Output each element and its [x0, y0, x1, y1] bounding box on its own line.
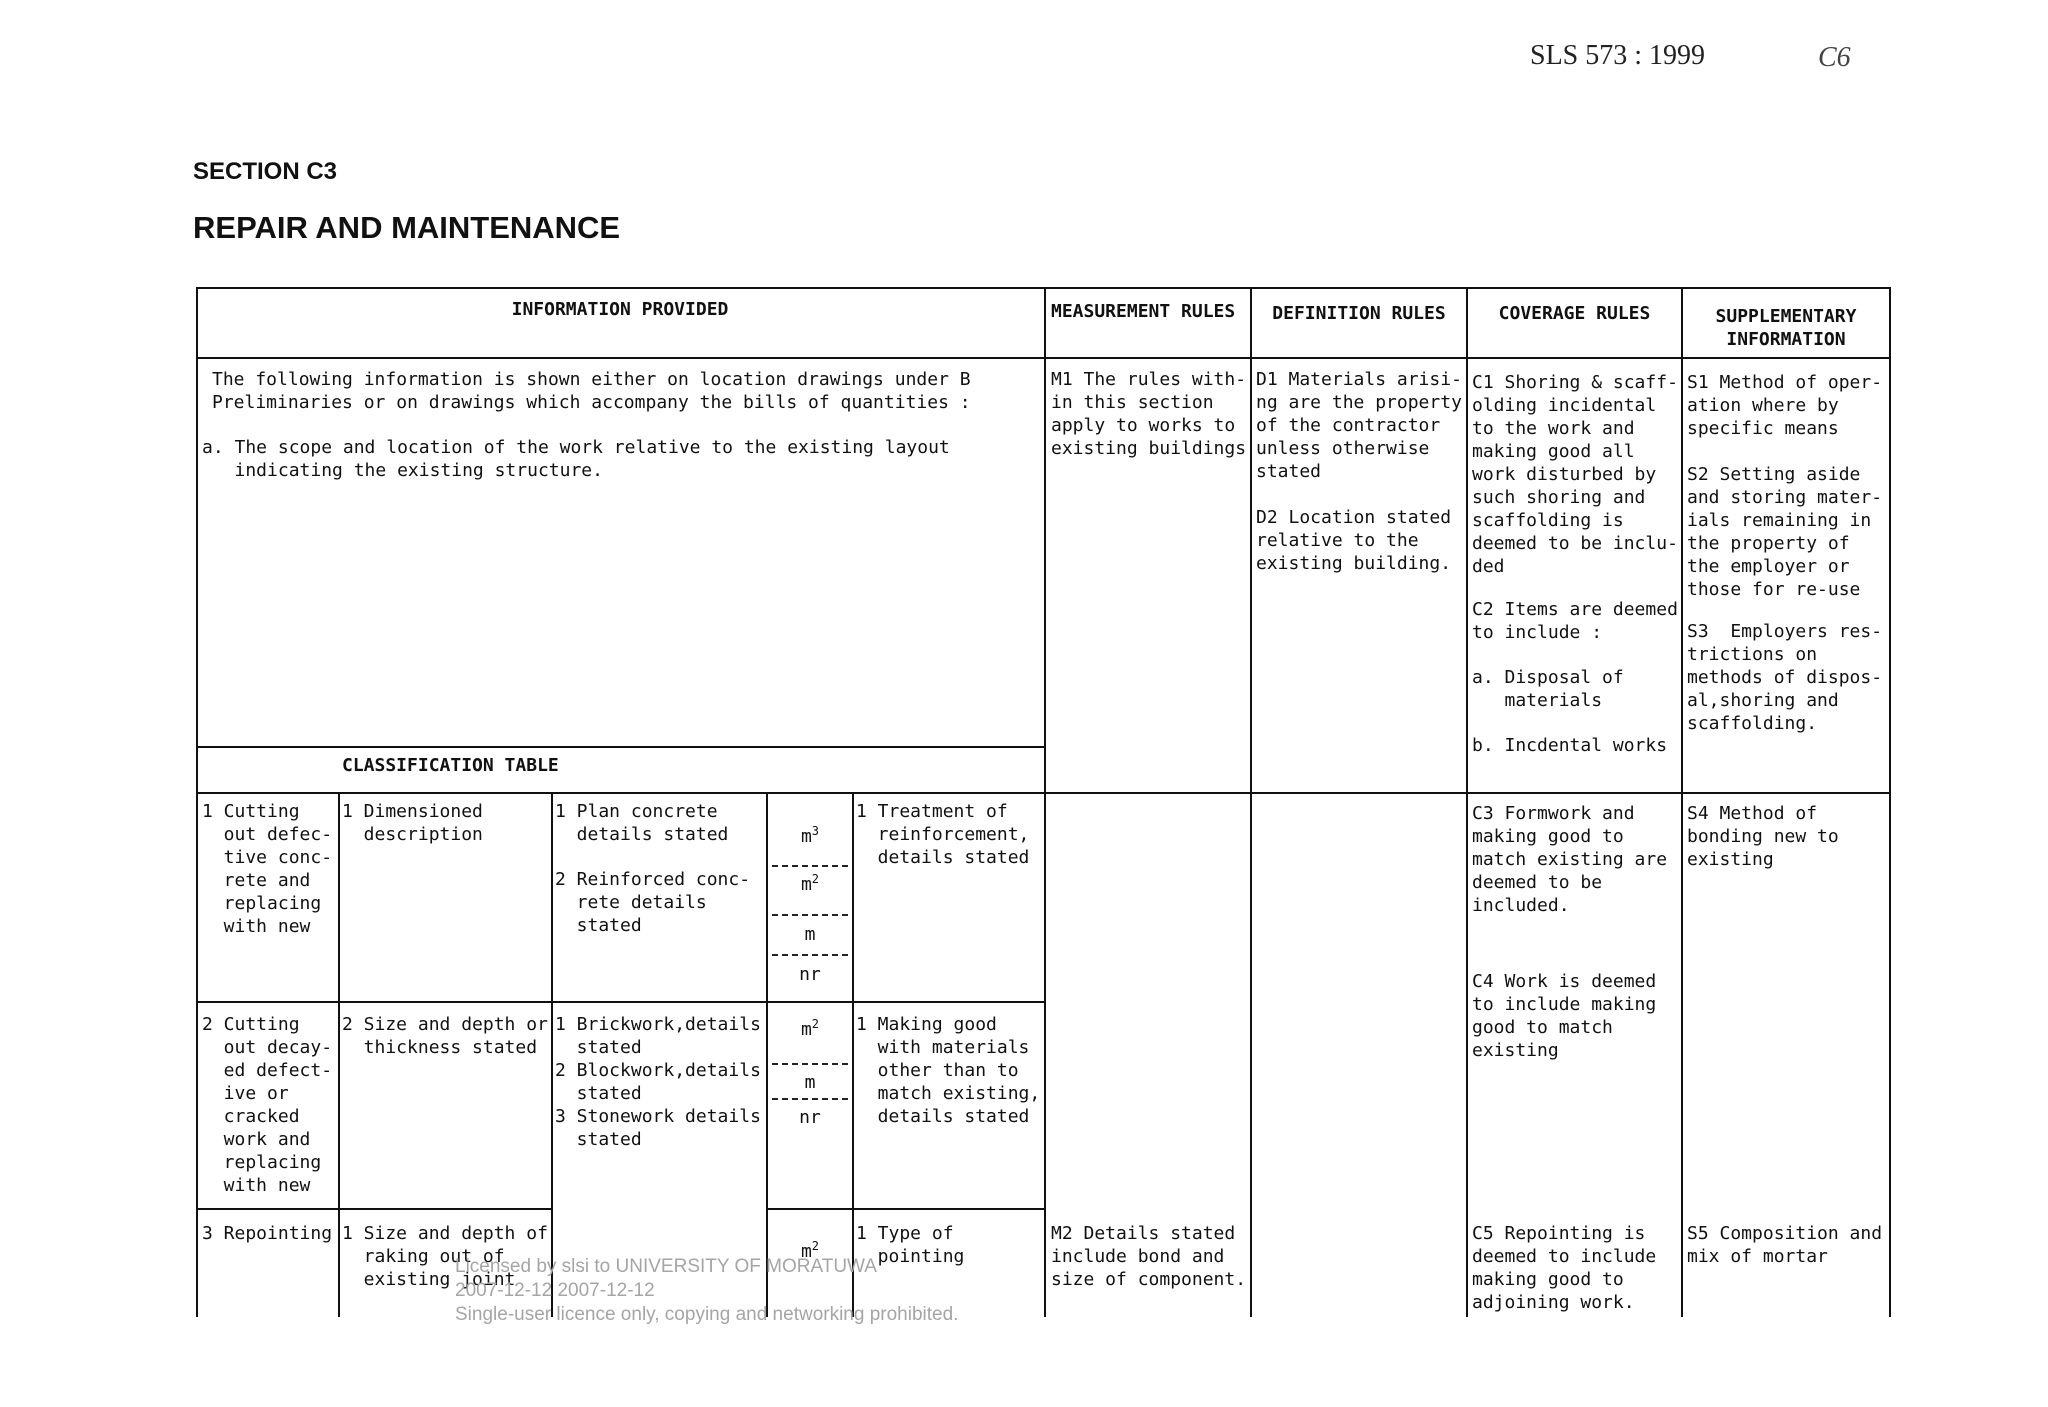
row1-unit-m2-exponent: 2	[811, 872, 820, 886]
column-header-coverage-rules: COVERAGE RULES	[1498, 303, 1651, 324]
column-header-supplementary-information: SUPPLEMENTARY INFORMATION	[1715, 306, 1857, 350]
supplementary-info-s3: S3 Employers res- trictions on methods of dispos- al,shoring and scaffolding.	[1687, 621, 1883, 734]
standard-number: SLS 573 : 1999	[1530, 40, 1706, 71]
row1-unit-m: m	[804, 924, 816, 945]
row1-unit-m2	[768, 868, 852, 896]
row1-unit-m2-base: m	[800, 874, 812, 895]
row3-unit-m2-exponent: 2	[811, 1239, 820, 1253]
row3-supplementary-description: 1 Type of pointing	[856, 1223, 965, 1267]
column-header-measurement-rules: MEASUREMENT RULES	[1051, 301, 1236, 322]
coverage-rule-c5: C5 Repointing is deemed to include making good to adjoining work.	[1472, 1223, 1657, 1313]
page-number: C6	[1818, 42, 1851, 73]
row1-unit-m3-exponent: 3	[811, 824, 820, 838]
row1-unit-m3-base: m	[800, 826, 812, 847]
row2-unit-m2-exponent: 2	[811, 1017, 820, 1031]
row3-unit-m2-base: m	[800, 1241, 812, 1262]
information-intro: The following information is shown either on location drawings under B Preliminaries or on drawings which accompany the bills of quantities :	[212, 369, 971, 413]
row1-work-item: 1 Cutting out defec- tive conc- rete and replacing with new	[202, 801, 333, 937]
supplementary-info-s2: S2 Setting aside and storing mater- ials remaining in the property of the employer or those for re-use	[1687, 464, 1883, 600]
supplementary-info-s1: S1 Method of oper- ation where by specific means	[1687, 372, 1883, 439]
column-header-information-provided: INFORMATION PROVIDED	[511, 299, 729, 320]
column-header-definition-rules: DEFINITION RULES	[1272, 303, 1446, 324]
row2-work-item: 2 Cutting out decay- ed defect- ive or cracked work and replacing with new	[202, 1014, 333, 1196]
coverage-rule-c4: C4 Work is deemed to include making good to match existing	[1472, 971, 1657, 1061]
row3-description: 1 Size and depth of raking out of existing joint	[342, 1223, 548, 1290]
row1-supplementary-description: 1 Treatment of reinforcement, details stated	[856, 801, 1030, 868]
row2-unit-m2	[768, 1013, 852, 1041]
row1-unit-nr: nr	[799, 964, 821, 985]
row1-plan-concrete: 1 Plan concrete details stated	[555, 801, 729, 845]
measurement-rule-m1: M1 The rules with- in this section apply to works to existing buildings	[1051, 369, 1247, 459]
measurement-rule-m2: M2 Details stated include bond and size of component.	[1051, 1223, 1247, 1290]
coverage-rule-c1: C1 Shoring & scaff- olding incidental to the work and making good all work disturbed by such shoring and scaffolding is deemed to be inclu- ded	[1472, 372, 1678, 577]
row3-work-item: 3 Repointing	[202, 1223, 333, 1244]
coverage-rule-c2b: b. Incdental works	[1472, 735, 1668, 756]
section-label: SECTION C3	[193, 158, 338, 185]
coverage-rule-c3: C3 Formwork and making good to match existing are deemed to be included.	[1472, 803, 1668, 916]
row1-unit-m3	[768, 820, 852, 848]
row1-reinforced-concrete: 2 Reinforced conc- rete details stated	[555, 869, 751, 936]
row1-description: 1 Dimensioned description	[342, 801, 483, 845]
definition-rule-d1: D1 Materials arisi- ng are the property of the contractor unless otherwise stated	[1256, 369, 1462, 482]
supplementary-info-s5: S5 Composition and mix of mortar	[1687, 1223, 1883, 1267]
row2-unit-m2-base: m	[800, 1019, 812, 1040]
row2-unit-m: m	[804, 1072, 816, 1093]
supplementary-info-s4: S4 Method of bonding new to existing	[1687, 803, 1839, 870]
row2-unit-nr: nr	[799, 1107, 821, 1128]
definition-rule-d2: D2 Location stated relative to the existing building.	[1256, 507, 1452, 574]
coverage-rule-c2a: a. Disposal of materials	[1472, 667, 1624, 711]
information-item-a: a. The scope and location of the work relative to the existing layout indicating the existing structure.	[202, 437, 950, 481]
page-title: REPAIR AND MAINTENANCE	[193, 210, 621, 245]
row2-description: 2 Size and depth or thickness stated	[342, 1014, 548, 1058]
row2-materials: 1 Brickwork,details stated 2 Blockwork,details stated 3 Stonework details stated	[555, 1014, 761, 1150]
coverage-rule-c2: C2 Items are deemed to include :	[1472, 599, 1678, 643]
licence-watermark: Licensed by slsi to UNIVERSITY OF MORATUWA 2007-12-12 2007-12-12 Single-user licence only, copying and networking prohibited.	[455, 1256, 959, 1325]
classification-table-heading: CLASSIFICATION TABLE	[342, 755, 559, 776]
row2-supplementary-description: 1 Making good with materials other than to match existing, details stated	[856, 1014, 1041, 1127]
